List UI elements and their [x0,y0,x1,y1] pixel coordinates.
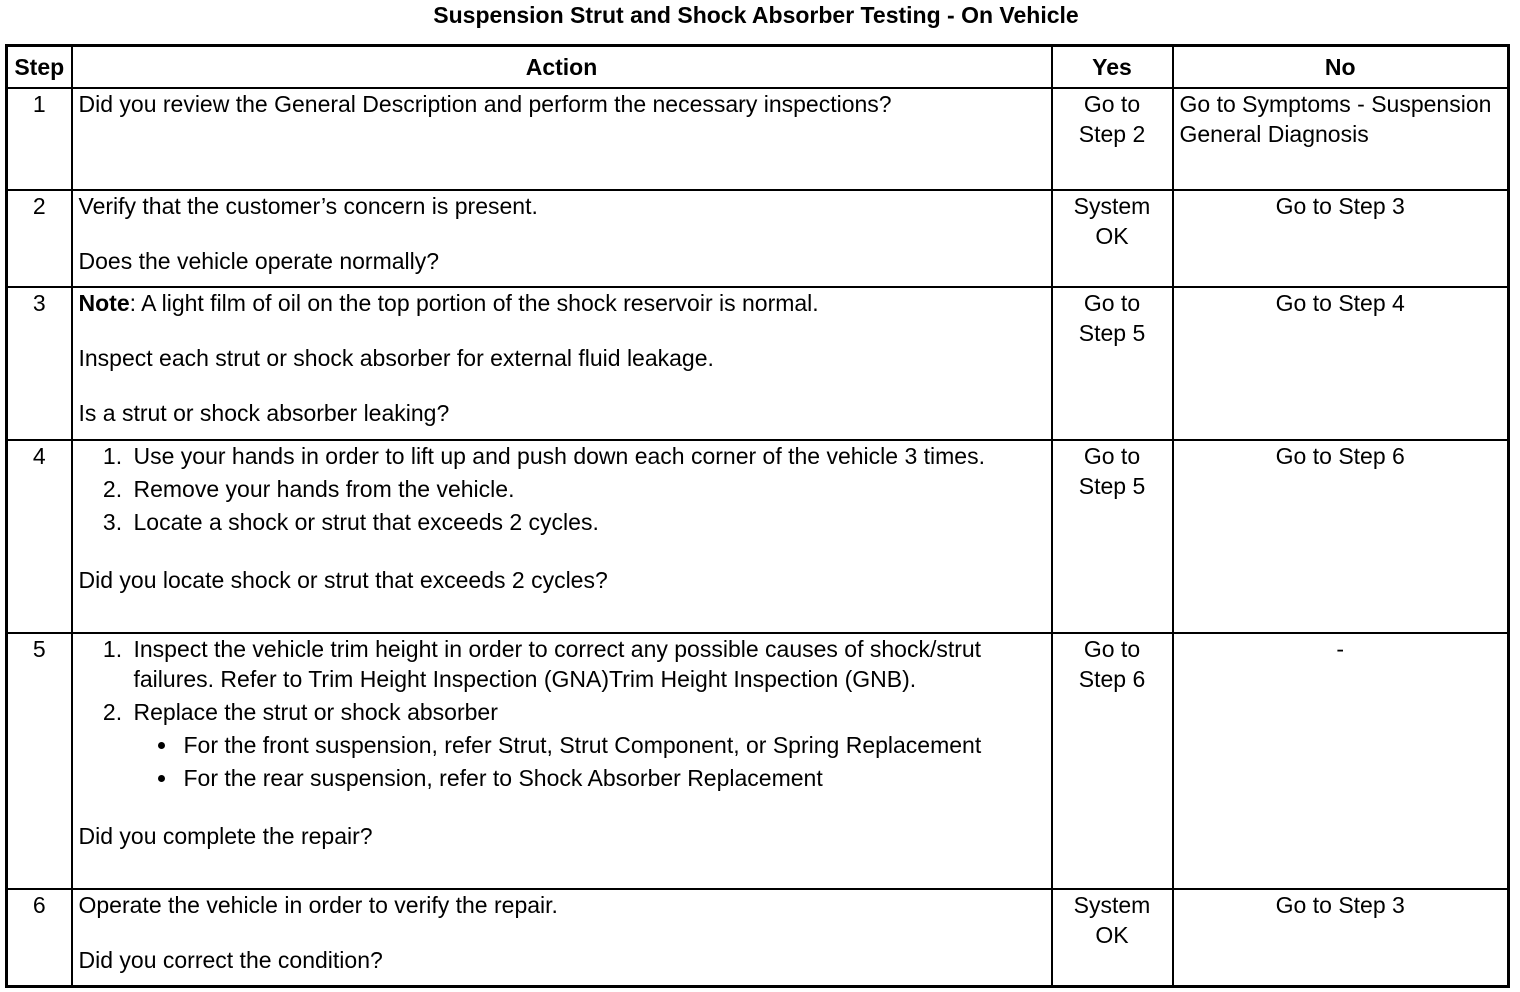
no-cell: Go to Step 3 [1173,190,1509,287]
action-text: Operate the vehicle in order to verify the repair. [78,892,558,918]
note-body: : A light film of oil on the top portion of the shock reservoir is normal. [129,290,819,316]
table-row [7,287,1509,440]
header-row [7,46,1509,89]
action-text: Inspect each strut or shock absorber for external fluid leakage. [78,345,714,371]
yes-cell: Go to Step 6 [1052,633,1173,889]
bullet-list [134,730,1045,793]
page-title: Suspension Strut and Shock Absorber Testing - On Vehicle [433,2,1079,28]
action-question: Did you locate shock or strut that exceeds 2 cycles? [78,567,608,593]
header-step: Step [7,46,72,89]
no-cell: - [1173,633,1509,889]
step-number: 6 [7,889,72,986]
yes-cell: System OK [1052,889,1173,986]
procedure-list [79,441,1045,537]
step-number: 4 [7,440,72,633]
header-action: Action [72,46,1052,89]
step-number: 2 [7,190,72,287]
list-item-text: Replace the strut or shock absorber [133,699,498,725]
table-row [7,440,1509,633]
note-label: Note [78,290,130,316]
header-no: No [1173,46,1509,89]
bullet-item: • For the rear suspension, refer to Shock Absorber Replacement [179,763,1045,793]
no-cell: Go to Step 3 [1173,889,1509,986]
table-row [7,889,1509,986]
action-question: Is a strut or shock absorber leaking? [78,400,450,426]
list-item: 3. Locate a shock or strut that exceeds 2 cycles. [129,507,1045,537]
table-row [7,88,1509,190]
action-cell [72,633,1052,889]
table-row [7,633,1509,889]
action-question: Did you correct the condition? [78,947,383,973]
action-text: Verify that the customer’s concern is present. [78,193,538,219]
step-number: 5 [7,633,72,889]
action-question: Did you complete the repair? [78,823,373,849]
list-item: 1. Inspect the vehicle trim height in order to correct any possible causes of shock/strut failures. Refer to Trim Height Inspection (GNA)Trim Height Inspection (GNB). [129,634,1045,694]
action-text: Did you review the General Description and perform the necessary inspections? [78,91,892,117]
note-text [79,288,1045,318]
step-number: 3 [7,287,72,440]
yes-cell: System OK [1052,190,1173,287]
yes-cell: Go to Step 5 [1052,440,1173,633]
action-cell [72,287,1052,440]
bullet-item: • For the front suspension, refer Strut, Strut Component, or Spring Replacement [179,730,1045,760]
no-cell: Go to Step 4 [1173,287,1509,440]
list-item: 2. Remove your hands from the vehicle. [129,474,1045,504]
no-cell: Go to Symptoms - Suspension General Diagnosis [1173,88,1509,190]
procedure-list [79,634,1045,793]
list-item [129,697,1045,793]
table-row [7,190,1509,287]
step-number: 1 [7,88,72,190]
list-item: 1. Use your hands in order to lift up and push down each corner of the vehicle 3 times. [129,441,1045,471]
no-cell: Go to Step 6 [1173,440,1509,633]
action-cell [72,440,1052,633]
header-yes: Yes [1052,46,1173,89]
yes-cell: Go to Step 5 [1052,287,1173,440]
action-question: Does the vehicle operate normally? [78,248,440,274]
action-cell [72,889,1052,986]
diagnostic-table [5,44,1510,988]
yes-cell: Go to Step 2 [1052,88,1173,190]
action-cell [72,190,1052,287]
action-cell [72,88,1052,190]
